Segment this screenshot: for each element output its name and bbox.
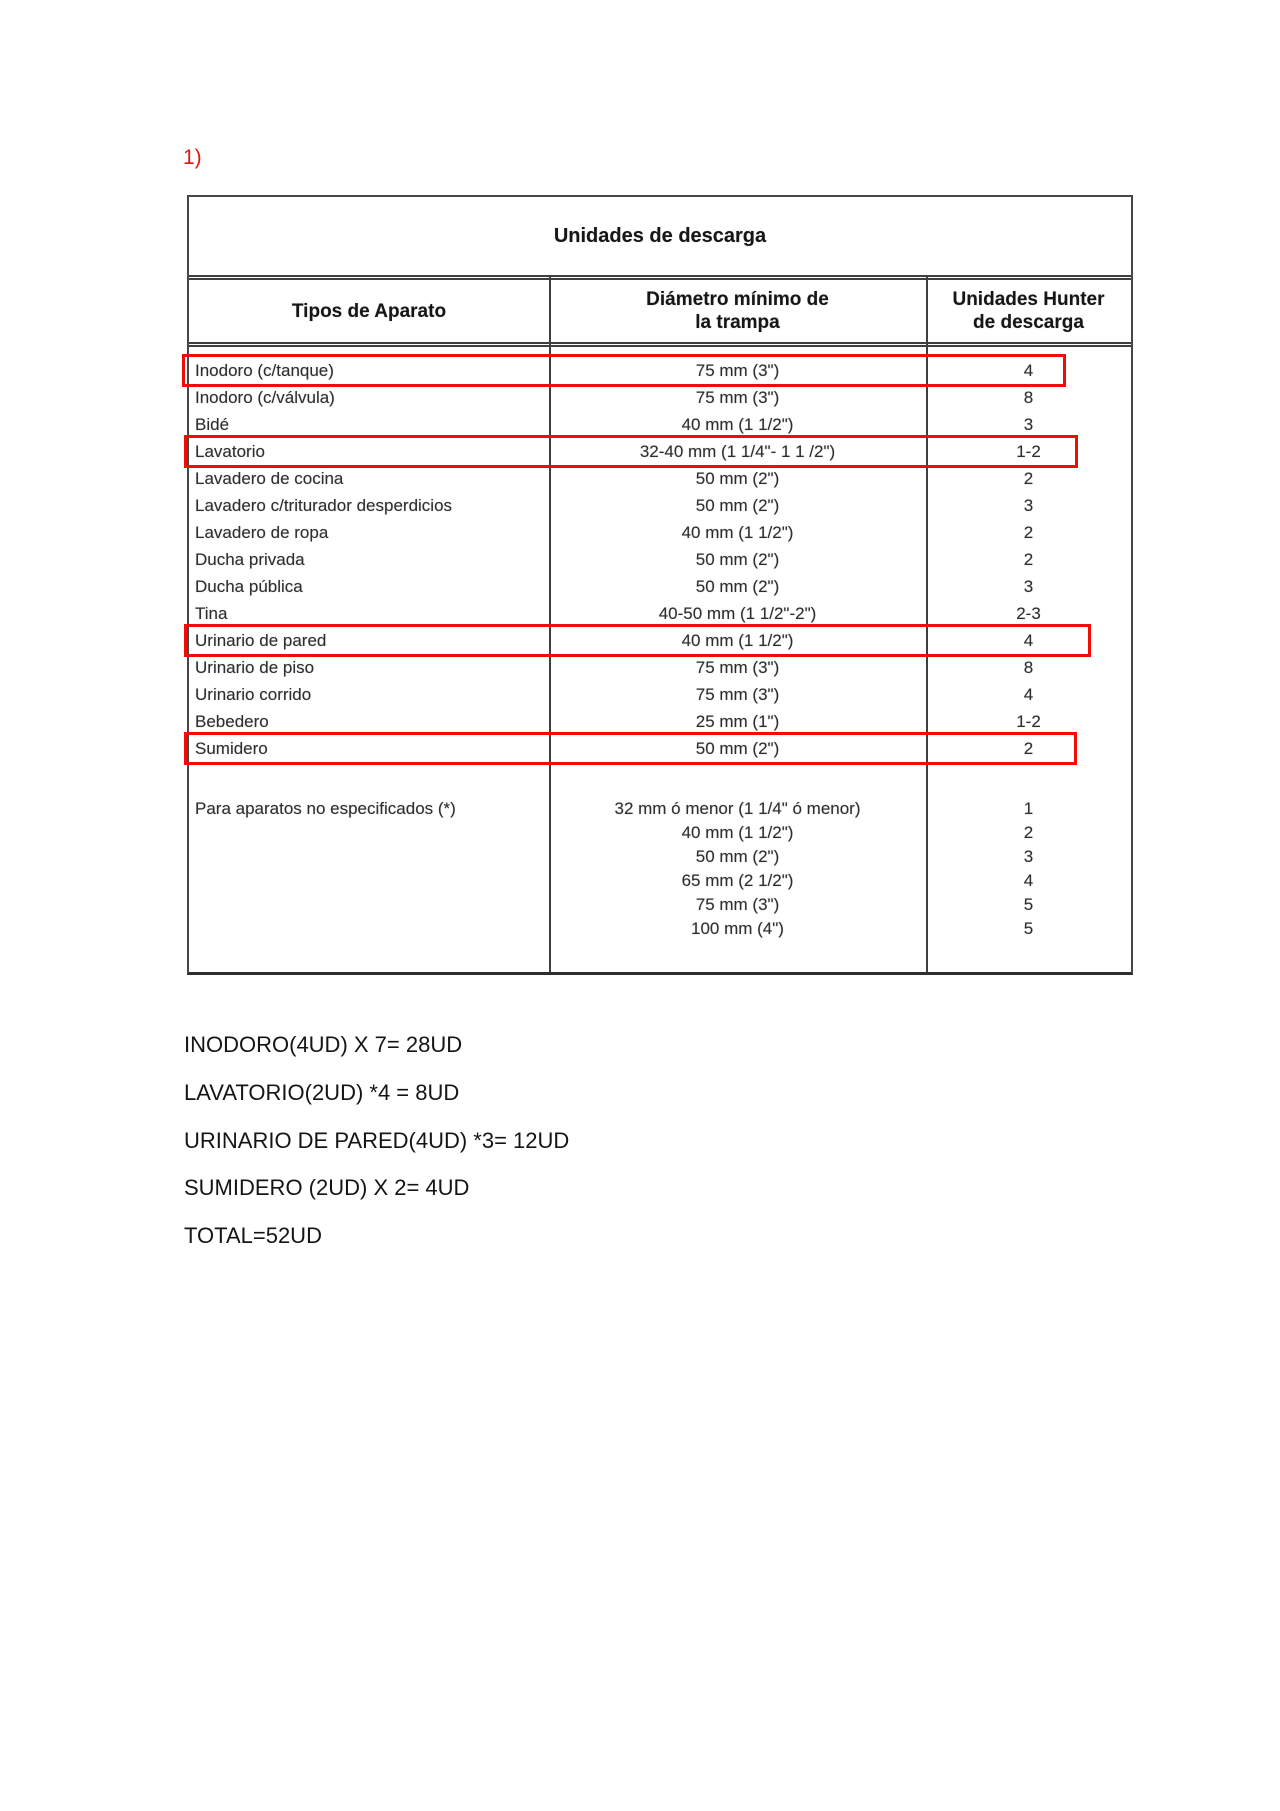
unspecified-appliances-row [189, 797, 1131, 941]
table-row [189, 492, 1131, 519]
unspecified-units-line: 4 [1023, 871, 1034, 890]
column-header-unidades: Unidades Hunter de descarga [952, 289, 1105, 333]
table-row [189, 438, 1131, 465]
cell-aparato: Sumidero [195, 738, 268, 758]
cell-unidades: 3 [1023, 414, 1034, 434]
table-row [189, 681, 1131, 708]
cell-aparato: Lavatorio [195, 441, 265, 461]
cell-unidades: 1-2 [1016, 441, 1041, 461]
cell-diametro: 75 mm (3") [695, 684, 780, 704]
calculation-line: LAVATORIO(2UD) *4 = 8UD [184, 1080, 460, 1105]
table-header-row [189, 275, 1131, 347]
table-row [189, 465, 1131, 492]
cell-diametro: 40 mm (1 1/2") [681, 630, 794, 650]
table-row [189, 546, 1131, 573]
cell-unidades: 2 [1023, 549, 1034, 569]
table-row [189, 708, 1131, 735]
table-row [189, 357, 1131, 384]
table-row [189, 600, 1131, 627]
calculation-line: SUMIDERO (2UD) X 2= 4UD [184, 1175, 470, 1200]
cell-aparato: Lavadero de ropa [195, 522, 329, 542]
cell-unidades: 2 [1023, 468, 1034, 488]
cell-diametro: 25 mm (1") [695, 711, 780, 731]
cell-unidades: 4 [1023, 360, 1034, 380]
unspecified-units-line: 1 [1023, 799, 1034, 818]
unspecified-diameter-line: 32 mm ó menor (1 1/4" ó menor) [614, 799, 861, 818]
cell-unidades: 2-3 [1016, 603, 1041, 623]
cell-unidades: 8 [1023, 387, 1034, 407]
cell-diametro: 50 mm (2") [695, 495, 780, 515]
table-row [189, 411, 1131, 438]
cell-unidades: 3 [1023, 495, 1034, 515]
table-row [189, 654, 1131, 681]
unspecified-units-line: 5 [1023, 895, 1034, 914]
cell-unidades: 8 [1023, 657, 1034, 677]
total-line: TOTAL=52UD [184, 1223, 322, 1248]
cell-aparato: Tina [195, 603, 228, 623]
calculation-line: URINARIO DE PARED(4UD) *3= 12UD [184, 1128, 570, 1153]
column-header-diametro: Diámetro mínimo de la trampa [646, 289, 829, 333]
cell-diametro: 50 mm (2") [695, 549, 780, 569]
unspecified-units [926, 797, 1131, 941]
table-row [189, 384, 1131, 411]
cell-diametro: 40-50 mm (1 1/2"-2") [658, 603, 817, 623]
table-row [189, 573, 1131, 600]
unspecified-diameter-line: 65 mm (2 1/2") [681, 871, 794, 890]
cell-unidades: 2 [1023, 522, 1034, 542]
unspecified-label: Para aparatos no especificados (*) [195, 799, 456, 818]
cell-diametro: 32-40 mm (1 1/4"- 1 1 /2") [639, 441, 836, 461]
table-row [189, 519, 1131, 546]
cell-unidades: 4 [1023, 630, 1034, 650]
cell-aparato: Ducha privada [195, 549, 305, 569]
discharge-units-table [187, 195, 1133, 975]
cell-unidades: 2 [1023, 738, 1034, 758]
unspecified-diameter-line: 40 mm (1 1/2") [681, 823, 794, 842]
cell-aparato: Bebedero [195, 711, 269, 731]
unspecified-diameter-line: 100 mm (4") [691, 919, 784, 938]
cell-diametro: 40 mm (1 1/2") [681, 414, 794, 434]
cell-diametro: 75 mm (3") [695, 360, 780, 380]
unspecified-units-line: 3 [1023, 847, 1034, 866]
cell-aparato: Lavadero de cocina [195, 468, 344, 488]
cell-unidades: 3 [1023, 576, 1034, 596]
table-body [189, 357, 1131, 762]
cell-aparato: Inodoro (c/válvula) [195, 387, 335, 407]
cell-diametro: 50 mm (2") [695, 468, 780, 488]
cell-diametro: 75 mm (3") [695, 657, 780, 677]
unspecified-diameter-line: 50 mm (2") [695, 847, 780, 866]
unspecified-diameter-line: 75 mm (3") [695, 895, 780, 914]
item-number-label: 1) [183, 146, 202, 169]
cell-aparato: Urinario de piso [195, 657, 315, 677]
cell-aparato: Lavadero c/triturador desperdicios [195, 495, 453, 515]
cell-diametro: 75 mm (3") [695, 387, 780, 407]
cell-aparato: Urinario corrido [195, 684, 312, 704]
table-title: Unidades de descarga [553, 224, 767, 247]
cell-diametro: 50 mm (2") [695, 738, 780, 758]
table-row [189, 627, 1131, 654]
unspecified-diameters [549, 797, 926, 941]
cell-diametro: 50 mm (2") [695, 576, 780, 596]
cell-unidades: 1-2 [1016, 711, 1041, 731]
cell-aparato: Urinario de pared [195, 630, 327, 650]
cell-aparato: Bidé [195, 414, 230, 434]
cell-diametro: 40 mm (1 1/2") [681, 522, 794, 542]
calculation-line: INODORO(4UD) X 7= 28UD [184, 1032, 463, 1057]
cell-unidades: 4 [1023, 684, 1034, 704]
unspecified-units-line: 5 [1023, 919, 1034, 938]
cell-aparato: Ducha pública [195, 576, 303, 596]
unspecified-units-line: 2 [1023, 823, 1034, 842]
table-row [189, 735, 1131, 762]
column-header-tipos: Tipos de Aparato [291, 300, 447, 322]
cell-aparato: Inodoro (c/tanque) [195, 360, 334, 380]
